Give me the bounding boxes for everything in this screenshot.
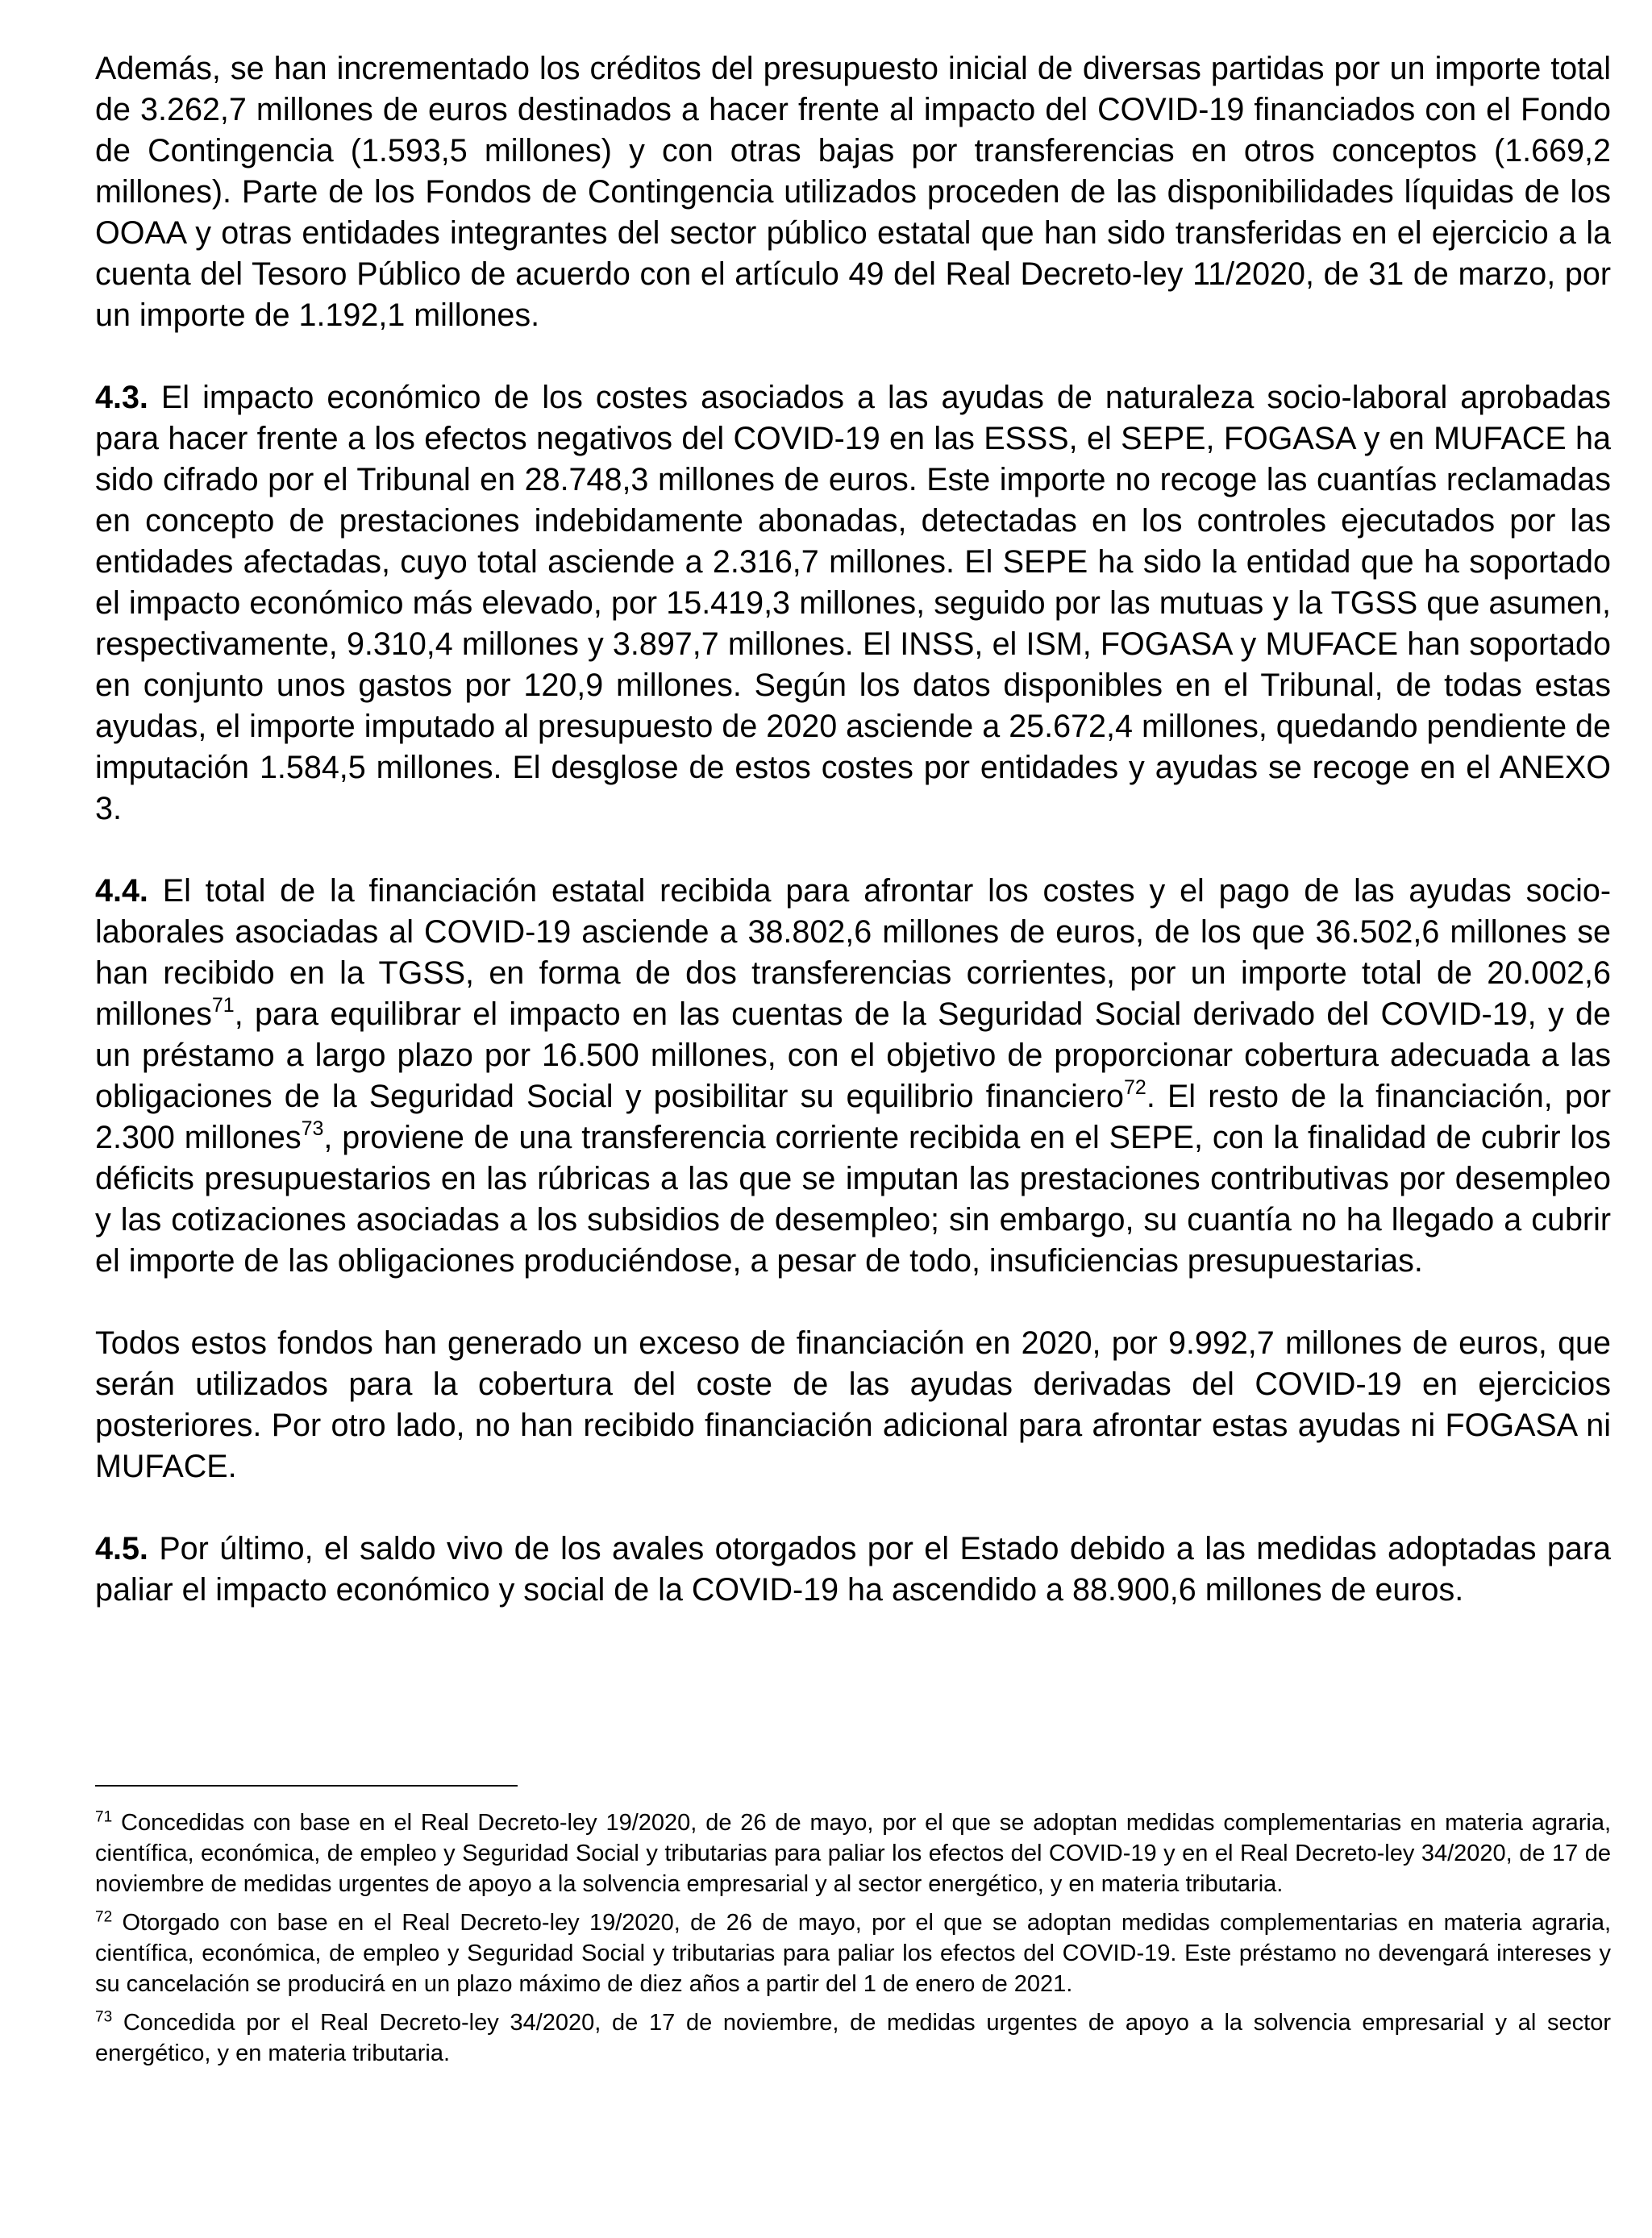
- footnote-ref-71[interactable]: 71: [211, 993, 235, 1017]
- paragraph-intro: [95, 48, 1611, 336]
- section-4-3: [95, 377, 1611, 830]
- section-4-5: [95, 1529, 1611, 1611]
- section-text: Por último, el saldo vivo de los avales otorgados por el Estado debido a las medidas adoptadas para paliar el impacto económico y social de la COVID-19 ha ascendido a 88.900,6 millones de euros.: [95, 1531, 1611, 1608]
- footnote-ref-72[interactable]: 72: [1124, 1075, 1146, 1099]
- footnote-number: 71: [95, 1808, 113, 1826]
- paragraph-todos-text: Todos estos fondos han generado un exceso de financiación en 2020, por 9.992,7 millones de euros, que serán utilizados para la cobertura del coste de las ayudas derivadas del COVID-19 en ejercicios posteriores. Por otro lado, no han recibido financiación adicional para afrontar estas ayudas ni FOGASA ni MUFACE.: [95, 1325, 1611, 1484]
- section-text: , proviene de una transferencia corriente recibida en el SEPE, con la finalidad de cubrir los déficits presupuestarios en las rúbricas a las que se imputan las prestaciones contributivas por desempleo y las cotizaciones asociadas a los subsidios de desempleo; sin embargo, su cuantía no ha llegado a cubrir el importe de las obligaciones produciéndose, a pesar de todo, insuficiencias presupuestarias.: [95, 1120, 1611, 1279]
- footnote-number: 72: [95, 1908, 113, 1926]
- footnote-ref-73[interactable]: 73: [301, 1117, 324, 1140]
- section-number: 4.3.: [95, 380, 148, 415]
- footnote-separator: [95, 1785, 518, 1787]
- body-text: [95, 48, 1611, 1611]
- footnote-text: Concedida por el Real Decreto-ley 34/2020, de 17 de noviembre, de medidas urgentes de apoyo a la solvencia empresarial y al sector energético, y en materia tributaria.: [95, 2010, 1611, 2066]
- section-text: El impacto económico de los costes asociados a las ayudas de naturaleza socio-laboral aprobadas para hacer frente a los efectos negativos del COVID-19 en las ESSS, el SEPE, FOGASA y en MUFACE ha sido cifrado por el Tribunal en 28.748,3 millones de euros. Este importe no recoge las cuantías reclamadas en concepto de prestaciones indebidamente abonadas, detectadas en los controles ejecutados por las entidades afectadas, cuyo total asciende a 2.316,7 millones. El SEPE ha sido la entidad que ha soportado el impacto económico más elevado, por 15.419,3 millones, seguido por las mutuas y la TGSS que asumen, respectivamente, 9.310,4 millones y 3.897,7 millones. El INSS, el ISM, FOGASA y MUFACE han soportado en conjunto unos gastos por 120,9 millones. Según los datos disponibles en el Tribunal, de todas estas ayudas, el importe imputado al presupuesto de 2020 asciende a 25.672,4 millones, quedando pendiente de imputación 1.584,5 millones. El desglose de estos costes por entidades y ayudas se recoge en el ANEXO 3.: [95, 380, 1611, 826]
- footnote-71: [95, 1807, 1611, 1899]
- footnote-text: Concedidas con base en el Real Decreto-ley 19/2020, de 26 de mayo, por el que se adoptan medidas complementarias en materia agraria, científica, económica, de empleo y Seguridad Social y tributarias para paliar los efectos del COVID-19 y en el Real Decreto-ley 34/2020, de 17 de noviembre de medidas urgentes de apoyo a la solvencia empresarial y al sector energético, y en materia tributaria.: [95, 1810, 1612, 1897]
- section-text: El total de la financiación estatal recibida para afrontar los costes y el pago de las ayudas socio-laborales asociadas al COVID-19 asciende a 38.802,6 millones de euros, de los que 36.502,6 millones se han recibido en la TGSS, en forma de dos transferencias corrientes, por un importe total de 20.002,6 millones: [95, 873, 1611, 1032]
- footnote-73: [95, 2007, 1611, 2069]
- section-text: . El resto de la financiación, por 2.300 millones: [95, 1079, 1611, 1155]
- section-text: , para equilibrar el impacto en las cuentas de la Seguridad Social derivado del COVID-19, y de un préstamo a largo plazo por 16.500 millones, con el objetivo de proporcionar cobertura adecuada a las obligaciones de la Seguridad Social y posibilitar su equilibrio financiero: [95, 996, 1611, 1114]
- footnotes: [95, 1807, 1611, 2077]
- paragraph-intro-text: Además, se han incrementado los créditos del presupuesto inicial de diversas partidas por un importe total de 3.262,7 millones de euros destinados a hacer frente al impacto del COVID-19 financiados con el Fondo de Contingencia (1.593,5 millones) y con otras bajas por transferencias en otros conceptos (1.669,2 millones). Parte de los Fondos de Contingencia utilizados proceden de las disponibilidades líquidas de los OOAA y otras entidades integrantes del sector público estatal que han sido transferidas en el ejercicio a la cuenta del Tesoro Público de acuerdo con el artículo 49 del Real Decreto-ley 11/2020, de 31 de marzo, por un importe de 1.192,1 millones.: [95, 51, 1611, 333]
- footnote-72: [95, 1907, 1611, 1999]
- footnote-number: 73: [95, 2008, 113, 2026]
- section-number: 4.5.: [95, 1531, 148, 1566]
- footnote-text: Otorgado con base en el Real Decreto-ley 19/2020, de 26 de mayo, por el que se adoptan medidas complementarias en materia agraria, científica, económica, de empleo y Seguridad Social y tributarias para paliar los efectos del COVID-19. Este préstamo no devengará intereses y su cancelación se producirá en un plazo máximo de diez años a partir del 1 de enero de 2021.: [95, 1910, 1612, 1997]
- section-4-4: [95, 871, 1611, 1282]
- paragraph-todos: [95, 1323, 1611, 1487]
- section-number: 4.4.: [95, 873, 148, 909]
